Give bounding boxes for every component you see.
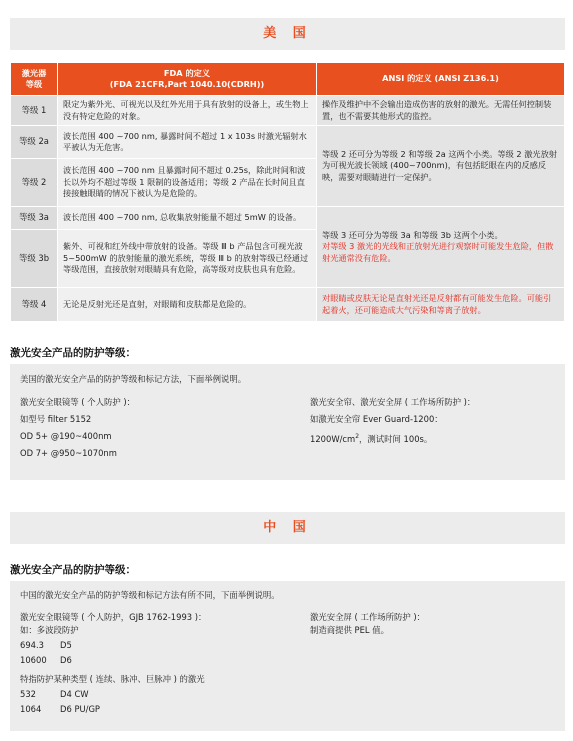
us-workplace-model: 如激光安全帘 Ever Guard-1200： xyxy=(310,414,443,424)
fda-cell: 波长范围 400 ~700 nm, 暴露时间不超过 1 x 103s 时激光辐射水平被认为无危害。 xyxy=(58,126,317,159)
header-fda xyxy=(58,63,317,96)
cn-protection-heading: 激光安全产品的防护等级： xyxy=(10,564,136,576)
us-workplace-power-exp: 2 xyxy=(355,433,360,440)
us-personal-title: 激光安全眼镜等 ( 个人防护 )： xyxy=(20,397,136,407)
wavelength: 694.3 xyxy=(20,640,44,650)
list-item xyxy=(20,639,206,652)
table-row xyxy=(11,126,565,159)
us-personal-model: 如型号 filter 5152 xyxy=(20,414,92,424)
table-row xyxy=(11,96,565,126)
fda-cell: 无论是反射光还是直射，对眼睛和皮肤都是危险的。 xyxy=(58,288,317,322)
density: D6 PU/GP xyxy=(60,704,100,714)
cn-workplace-pel: 制造商提供 PEL 值。 xyxy=(310,625,389,635)
class-cell: 等级 4 xyxy=(11,288,58,322)
header-class: 激光器 等级 xyxy=(11,63,58,96)
fda-cell: 限定为紫外光、可视光以及红外光用于具有放射的设备上，或生物上没有特定危险的对象。 xyxy=(58,96,317,126)
class-cell: 等级 3b xyxy=(11,230,58,288)
laser-class-table xyxy=(10,62,565,322)
ansi-cell-class-4: 对眼睛或皮肤无论是直射光还是反射都有可能发生危险。可能引起着火，还可能造成大气污染和等离子放射。 xyxy=(317,288,565,322)
wavelength: 1064 xyxy=(20,704,42,714)
cn-section-banner: 中 国 xyxy=(10,512,565,544)
wavelength: 532 xyxy=(20,689,36,699)
us-personal-od2: OD 7+ @950~1070nm xyxy=(20,448,117,458)
us-section-banner: 美 国 xyxy=(10,18,565,50)
us-protection-heading: 激光安全产品的防护等级： xyxy=(10,347,136,359)
cn-personal-title: 激光安全眼镜等 ( 个人防护，GJB 1762-1993 )： xyxy=(20,612,207,622)
header-fda-line2: (FDA 21CFR,Part 1040.10(CDRH)) xyxy=(109,79,265,89)
table-row xyxy=(11,288,565,322)
cn-personal-protection xyxy=(20,611,206,716)
us-personal-protection xyxy=(20,396,135,460)
class-cell: 等级 2a xyxy=(11,126,58,159)
density: D5 xyxy=(60,640,72,650)
list-item xyxy=(20,654,206,667)
us-workplace-spec xyxy=(310,430,475,446)
cn-workplace-title: 激光安全屏 ( 工作场所防护 )： xyxy=(310,612,426,622)
table-row xyxy=(11,207,565,230)
us-workplace-duration: ，测试时间 100s。 xyxy=(359,433,433,444)
table-header-row xyxy=(11,63,565,96)
cn-personal-title2: 特指防护某种类型 ( 连续、脉冲、巨脉冲 ) 的激光 xyxy=(20,674,205,684)
density: D6 xyxy=(60,655,72,665)
list-item xyxy=(20,688,206,701)
ansi-cell-group-2: 等级 2 还可分为等级 2 和等级 2a 这两个小类。等级 2 激光放射为可视光波长领域 (400~700nm)，有包括眨眼在内的反感反映，需要对眼睛进行一定保护。 xyxy=(317,126,565,207)
class-cell: 等级 1 xyxy=(11,96,58,126)
list-item xyxy=(20,703,206,716)
cn-protection-box xyxy=(10,581,565,731)
wavelength: 10600 xyxy=(20,655,47,665)
density: D4 CW xyxy=(60,689,89,699)
fda-cell: 紫外、可视和红外线中带放射的设备。等级 Ⅲ b 产品包含可视光波 5~500mW 的放射能量的激光系统，等级 Ⅲ b 的放射等级已经通过等级范围，直接放射对眼睛具有危险，高等级对皮肤也具有危险。 xyxy=(58,230,317,288)
header-fda-line1: FDA 的定义 xyxy=(163,67,211,78)
us-workplace-power: 1200W/cm xyxy=(310,433,356,444)
fda-cell: 波长范围 400 ~700 nm 且暴露时间不超过 0.25s，除此时间和波长以外均不超过等级 1 限制的设备适用；等级 2 产品在长时间且直接接触眼睛的情况下被认为是危险的。 xyxy=(58,159,317,207)
cn-protection-intro: 中国的激光安全产品的防护等级和标记方法有所不同，下面举例说明。 xyxy=(20,590,280,600)
ansi-cell: 操作及维护中不会输出造成伤害的放射的激光。无需任何控制装置，也不需要其他形式的监控。 xyxy=(317,96,565,126)
us-protection-intro: 美国的激光安全产品的防护等级和标记方法，下面举例说明。 xyxy=(20,374,247,384)
ansi-group-3-warning: 对等级 3 激光的光线和正放射光进行观察时可能发生危险，但散射光通常没有危险。 xyxy=(322,241,554,263)
header-ansi: ANSI 的定义 (ANSI Z136.1) xyxy=(317,63,565,96)
cn-personal-sub: 如：多波段防护 xyxy=(20,625,79,635)
us-personal-od1: OD 5+ @190~400nm xyxy=(20,431,112,441)
ansi-group-3-text: 等级 3 还可分为等级 3a 和等级 3b 这两个小类。 xyxy=(322,229,503,240)
class-cell: 等级 3a xyxy=(11,207,58,230)
class-cell: 等级 2 xyxy=(11,159,58,207)
us-protection-box xyxy=(10,364,565,480)
cn-workplace-protection xyxy=(310,611,425,637)
ansi-cell-group-3 xyxy=(317,207,565,288)
us-workplace-title: 激光安全帘、激光安全屏 ( 工作场所防护 )： xyxy=(310,397,476,407)
us-workplace-protection xyxy=(310,396,475,446)
fda-cell: 波长范围 400 ~700 nm, 总收集放射能量不超过 5mW 的设备。 xyxy=(58,207,317,230)
